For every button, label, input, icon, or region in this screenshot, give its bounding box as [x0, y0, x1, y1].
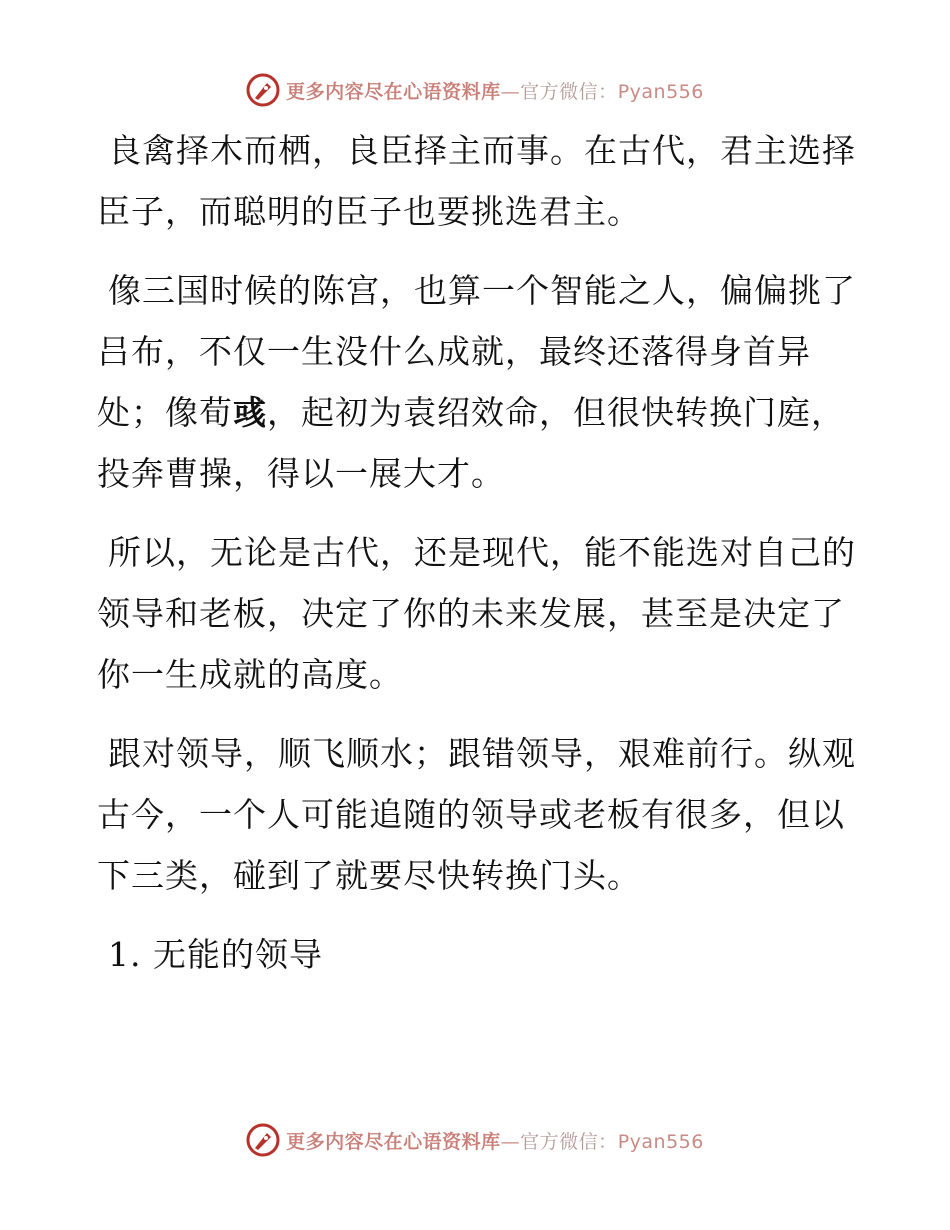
pen-nib-icon [246, 1123, 280, 1157]
watermark-brand: 更多内容尽在心语资料库 [286, 1130, 501, 1153]
watermark-official: 官方微信： [520, 1130, 618, 1153]
pen-nib-icon [246, 73, 280, 107]
list-heading-1: 1. 无能的领导 [108, 935, 323, 974]
paragraph-2-part-2: ，起初为袁绍效命，但很快转换门庭，投奔曹操，得以一展大才。 [97, 393, 845, 493]
paragraph-3: 所以，无论是古代，还是现代，能不能选对自己的领导和老板，决定了你的未来发展，甚至是决定了你一生成就的高度。 [97, 533, 856, 694]
watermark-text [286, 1127, 704, 1154]
watermark-text [286, 77, 704, 104]
paragraph-2-bold-char: 彧 [233, 393, 267, 432]
paragraph-1: 良禽择木而栖，良臣择主而事。在古代，君主选择臣子，而聪明的臣子也要挑选君主。 [97, 131, 856, 231]
watermark-wechat-id: Pyan556 [617, 1130, 704, 1153]
paragraph-4: 跟对领导，顺飞顺水；跟错领导，艰难前行。纵观古今，一个人可能追随的领导或老板有很多，但以下三类，碰到了就要尽快转换门头。 [97, 734, 856, 895]
paragraph-2-part-1: 像三国时候的陈宫，也算一个智能之人，偏偏挑了吕布，不仅一生没什么成就，最终还落得身首异处；像荀 [97, 271, 856, 432]
watermark-separator: — [500, 1130, 521, 1153]
watermark-separator: — [500, 80, 521, 103]
paragraph-2 [97, 260, 857, 504]
footer-watermark [0, 1120, 950, 1160]
watermark-wechat-id: Pyan556 [617, 80, 704, 103]
header-watermark [0, 70, 950, 110]
watermark-brand: 更多内容尽在心语资料库 [286, 80, 501, 103]
watermark-official: 官方微信： [520, 80, 618, 103]
document-body [97, 120, 857, 1003]
